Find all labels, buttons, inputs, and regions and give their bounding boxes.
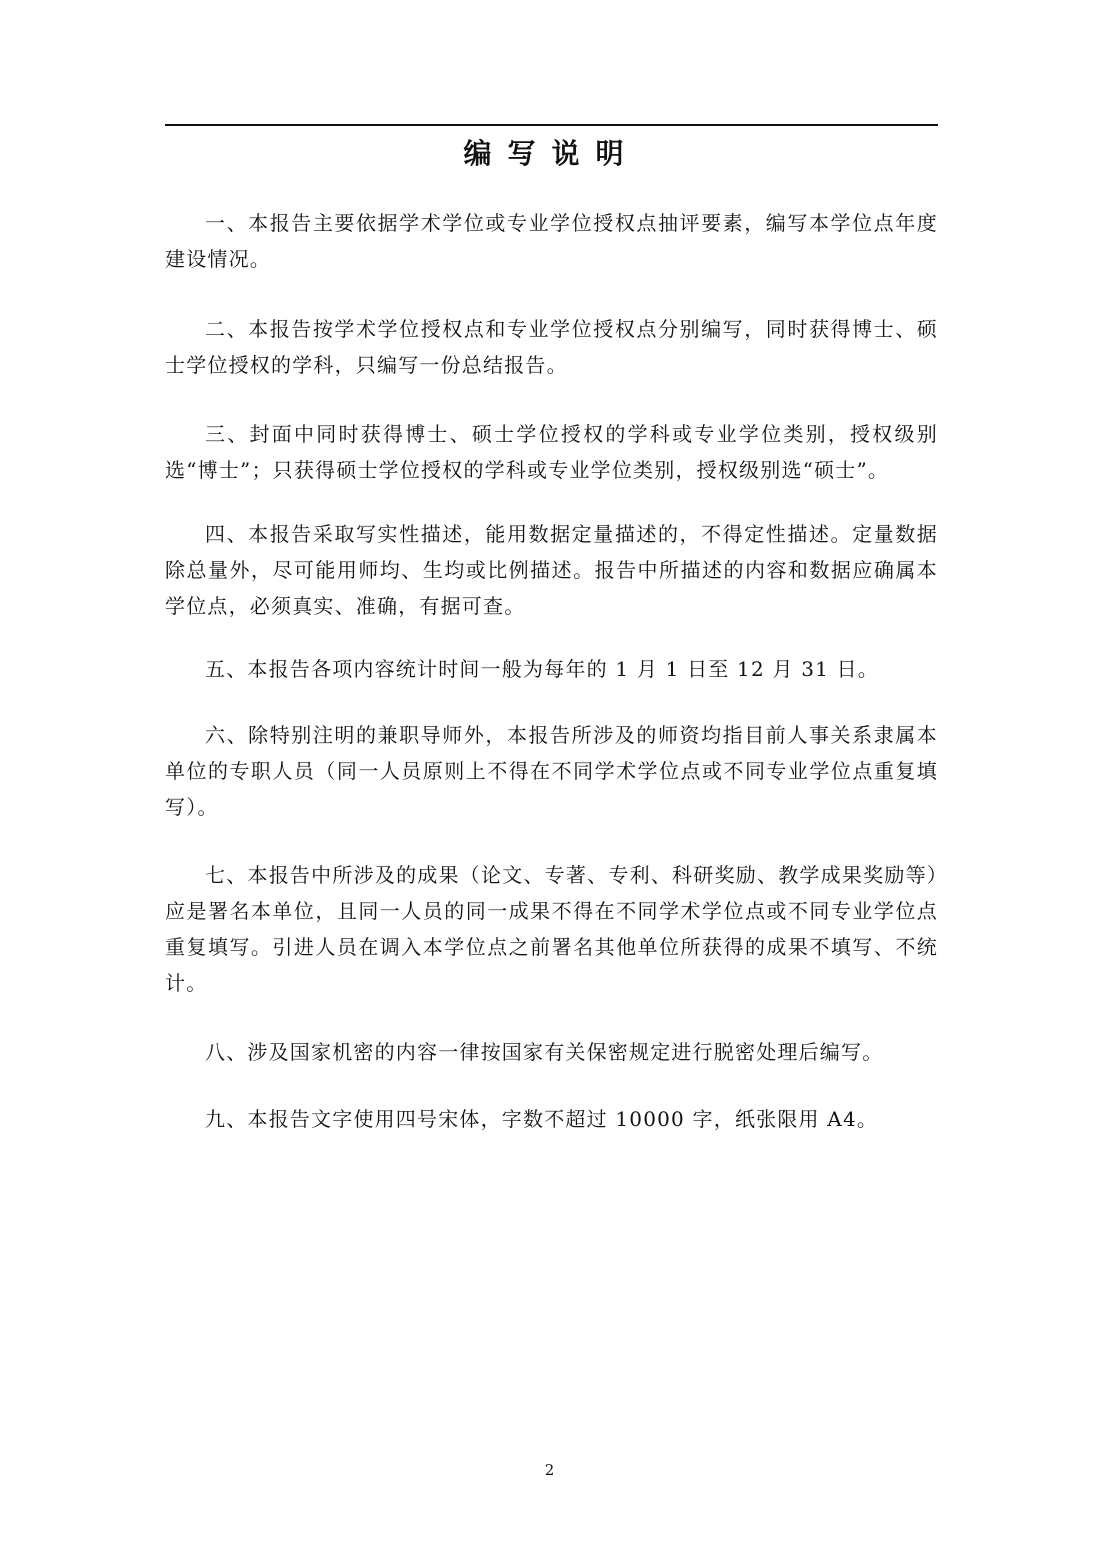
paragraph-9: 九、本报告文字使用四号宋体，字数不超过 10000 字，纸张限用 A4。 (205, 1107, 879, 1131)
document-title: 编写说明 (463, 137, 640, 170)
paragraph-5: 五、本报告各项内容统计时间一般为每年的 1 月 1 日至 12 月 31 日。 (205, 657, 880, 681)
paragraph-4: 四、本报告采取写实性描述，能用数据定量描述的，不得定性描述。定量数据除总量外，尽可能用师均、生均或比例描述。报告中所描述的内容和数据应确属本学位点，必须真实、准确，有据可查。 (165, 522, 938, 618)
paragraph-3: 三、封面中同时获得博士、硕士学位授权的学科或专业学位类别，授权级别选“博士”；只获得硕士学位授权的学科或专业学位类别，授权级别选“硕士”。 (165, 422, 938, 482)
paragraph-1: 一、本报告主要依据学术学位或专业学位授权点抽评要素，编写本学位点年度建设情况。 (165, 211, 938, 271)
header-rule (165, 124, 938, 126)
paragraph-7: 七、本报告中所涉及的成果（论文、专著、专利、科研奖励、教学成果奖励等）应是署名本单位，且同一人员的同一成果不得在不同学术学位点或不同专业学位点重复填写。引进人员在调入本学位点之前署名其他单位所获得的成果不填写、不统计。 (165, 863, 938, 995)
paragraph-2: 二、本报告按学术学位授权点和专业学位授权点分别编写，同时获得博士、硕士学位授权的学科，只编写一份总结报告。 (165, 317, 938, 377)
page-number: 2 (544, 1461, 555, 1479)
paragraph-6: 六、除特别注明的兼职导师外，本报告所涉及的师资均指目前人事关系隶属本单位的专职人员（同一人员原则上不得在不同学术学位点或不同专业学位点重复填写）。 (165, 723, 938, 819)
paragraph-8: 八、涉及国家机密的内容一律按国家有关保密规定进行脱密处理后编写。 (205, 1040, 884, 1064)
